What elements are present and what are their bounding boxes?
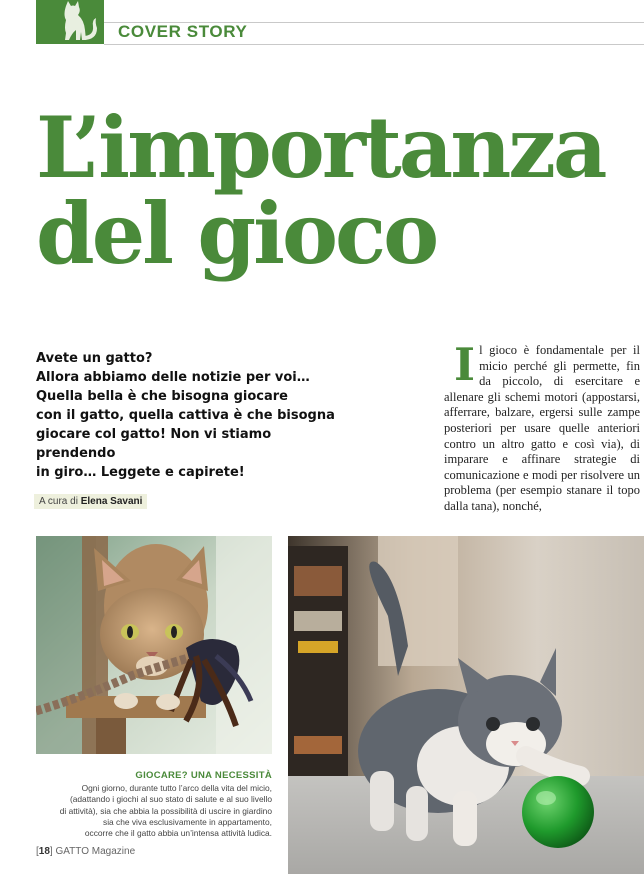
- article-lead: [36, 349, 354, 482]
- section-logo: [36, 0, 104, 44]
- byline-prefix: A cura di: [39, 496, 78, 507]
- caption-text: [36, 783, 272, 839]
- caption-line: di attività), sia che abbia la possibilità di uscire in giardino: [59, 805, 272, 816]
- caption-line: Ogni giorno, durante tutto l’arco della vita del micio,: [81, 783, 272, 793]
- headline-line-2: del gioco: [36, 184, 437, 283]
- article-headline: [36, 98, 605, 283]
- magazine-name: GATTO Magazine: [55, 846, 136, 857]
- photo-kitten-with-ball: [288, 536, 644, 874]
- caption-line: occorre che il gatto abbia un’intensa attività ludica.: [84, 828, 272, 839]
- headline-line-1: L’importanza: [36, 98, 605, 197]
- page-footer: [18] GATTO Magazine: [36, 846, 136, 857]
- section-title: COVER STORY: [118, 22, 248, 41]
- caption-line: (adattando i giochi al suo stato di salute e al suo livello: [69, 794, 272, 805]
- photo-cat-with-rope-toy: [36, 536, 272, 754]
- caption-line: sia che viva esclusivamente in appartamento,: [103, 816, 272, 827]
- lead-line: Quella bella è che bisogna giocare: [36, 389, 289, 404]
- lead-line: Avete un gatto?: [36, 351, 153, 366]
- drop-cap: I: [454, 338, 476, 391]
- byline-author: Elena Savani: [80, 496, 143, 507]
- body-text: l gioco è fondamentale per il micio perché gli permette, fin da piccolo, di esercitare e allenare gli schemi motori (appostarsi, afferrare, balzare, ergersi sulle zampe posteriori per usare quelle anteriori contro un altro gatto e così via), di imparare e affinare strategie di comunicazione e modi per risolvere un problema (per esempio stanare il topo dalla tana), nonché,: [444, 343, 640, 513]
- header-rule-bottom: [104, 44, 644, 45]
- article-body: [444, 338, 640, 515]
- caption-title: GIOCARE? UNA NECESSITÀ: [135, 770, 272, 781]
- page-number: 18: [38, 846, 50, 857]
- byline: [34, 494, 147, 509]
- lead-line: giocare col gatto! Non vi stiamo prendendo: [36, 427, 272, 461]
- lead-line: Allora abbiamo delle notizie per voi…: [36, 370, 310, 385]
- lead-line: in giro… Leggete e capirete!: [36, 465, 245, 480]
- cat-silhouette-icon: [36, 0, 104, 44]
- lead-line: con il gatto, quella cattiva è che bisogna: [36, 408, 335, 423]
